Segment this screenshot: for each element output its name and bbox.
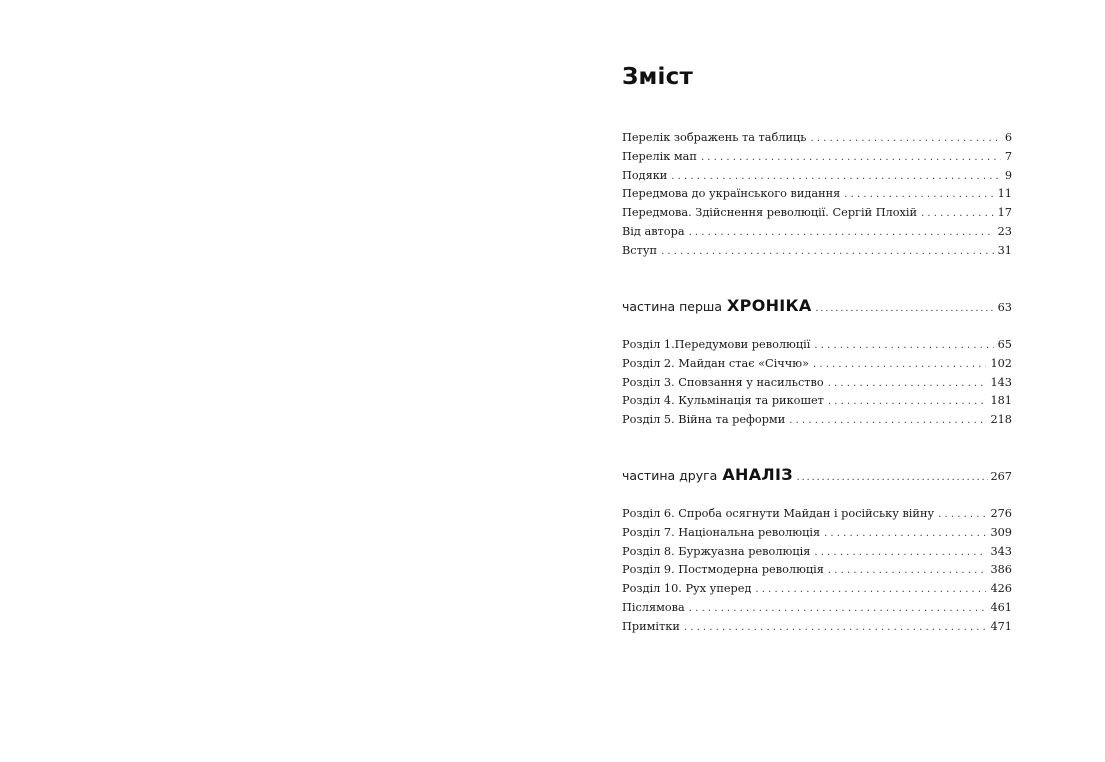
toc-entry[interactable] [622,169,1012,188]
dot-leader [828,565,987,576]
toc-entry-page: 461 [990,600,1012,614]
part-one-page: 63 [997,301,1012,314]
part-two-prefix: частина друга [622,468,718,483]
dot-leader [684,622,987,633]
toc-entry-label: Розділ 4. Кульмінація та рикошет [622,394,824,408]
toc-entry-label: Післямова [622,600,685,614]
left-page [0,0,552,762]
toc-entry-page: 23 [997,224,1012,238]
dot-leader [797,472,989,483]
toc-entry-label: Розділ 8. Буржуазна революція [622,544,811,558]
toc-entry-label: Розділ 10. Рух уперед [622,582,752,596]
toc-entry[interactable] [622,582,1012,601]
dot-leader [844,189,993,200]
toc-title: Зміст [622,64,693,90]
toc-entry[interactable] [622,507,1012,526]
part-two-heading[interactable] [622,465,1012,491]
toc-entry[interactable] [622,225,1012,244]
dot-leader [814,340,993,351]
toc-entry-label: Передмова. Здійснення революції. Сергій Плохій [622,206,918,220]
toc-entry[interactable] [622,601,1012,620]
part-two-chapter-list [622,507,1012,639]
toc-entry-page: 276 [990,507,1012,520]
toc-entry-page: 31 [997,243,1012,257]
part-one-chapter-list [622,338,1012,432]
dot-leader [701,152,1001,163]
front-matter-list [622,131,1012,263]
toc-entry-label: Перелік мап [622,149,697,163]
dot-leader [671,171,1000,182]
toc-entry[interactable] [622,394,1012,413]
toc-entry[interactable] [622,244,1012,263]
right-page [552,0,1105,762]
toc-entry-label: Розділ 1.Передумови революції [622,338,811,351]
dot-leader [755,584,986,595]
toc-entry-page: 143 [990,375,1012,389]
toc-entry[interactable] [622,526,1012,545]
toc-entry-label: Розділ 3. Сповзання у насильство [622,375,824,389]
toc-entry-label: Від автора [622,224,685,238]
toc-entry[interactable] [622,131,1012,150]
toc-entry-label: Вступ [622,243,658,257]
dot-leader [661,246,994,257]
toc-entry-page: 11 [997,187,1012,201]
dot-leader [828,396,987,407]
toc-entry[interactable] [622,620,1012,639]
toc-entry[interactable] [622,545,1012,564]
part-one-name: ХРОНІКА [727,296,812,315]
part-two-page: 267 [990,470,1012,483]
toc-entry-label: Перелік зображень та таблиць [622,131,807,144]
dot-leader [921,208,994,219]
toc-entry[interactable] [622,563,1012,582]
toc-entry-page: 309 [990,525,1012,539]
toc-entry[interactable] [622,376,1012,395]
toc-entry-page: 65 [997,338,1012,351]
toc-entry-label: Розділ 2. Майдан стає «Січчю» [622,356,809,370]
toc-entry-label: Розділ 9. Постмодерна революція [622,563,824,577]
part-one-heading[interactable] [622,296,1012,322]
toc-entry[interactable] [622,413,1012,432]
dot-leader [689,603,987,614]
toc-entry[interactable] [622,187,1012,206]
toc-entry[interactable] [622,338,1012,357]
toc-entry-page: 181 [990,394,1012,408]
toc-entry-label: Подяки [622,168,668,182]
toc-entry-page: 6 [1004,131,1012,144]
toc-entry-label: Передмова до українського видання [622,187,841,201]
toc-entry[interactable] [622,206,1012,225]
toc-entry[interactable] [622,150,1012,169]
dot-leader [816,303,996,314]
toc-entry-label: Розділ 6. Спроба осягнути Майдан і російську війну [622,507,935,520]
dot-leader [828,378,987,389]
toc-entry-label: Розділ 7. Національна революція [622,525,821,539]
dot-leader [810,133,1000,144]
toc-entry-page: 343 [990,544,1012,558]
part-one-prefix: частина перша [622,299,723,314]
dot-leader [789,415,986,426]
dot-leader [814,547,986,558]
toc-entry-page: 218 [990,413,1012,427]
toc-entry-page: 102 [990,356,1012,370]
toc-entry-page: 9 [1004,168,1012,182]
dot-leader [813,359,986,370]
dot-leader [938,509,986,520]
toc-entry-page: 17 [997,206,1012,220]
toc-entry-label: Розділ 5. Війна та реформи [622,413,786,427]
dot-leader [689,227,994,238]
toc-entry[interactable] [622,357,1012,376]
toc-entry-page: 386 [990,563,1012,577]
toc-entry-page: 471 [990,619,1012,633]
part-two-name: АНАЛІЗ [722,465,793,484]
toc-entry-label: Примітки [622,619,680,633]
toc-entry-page: 426 [990,582,1012,596]
toc-entry-page: 7 [1004,149,1012,163]
dot-leader [824,528,986,539]
